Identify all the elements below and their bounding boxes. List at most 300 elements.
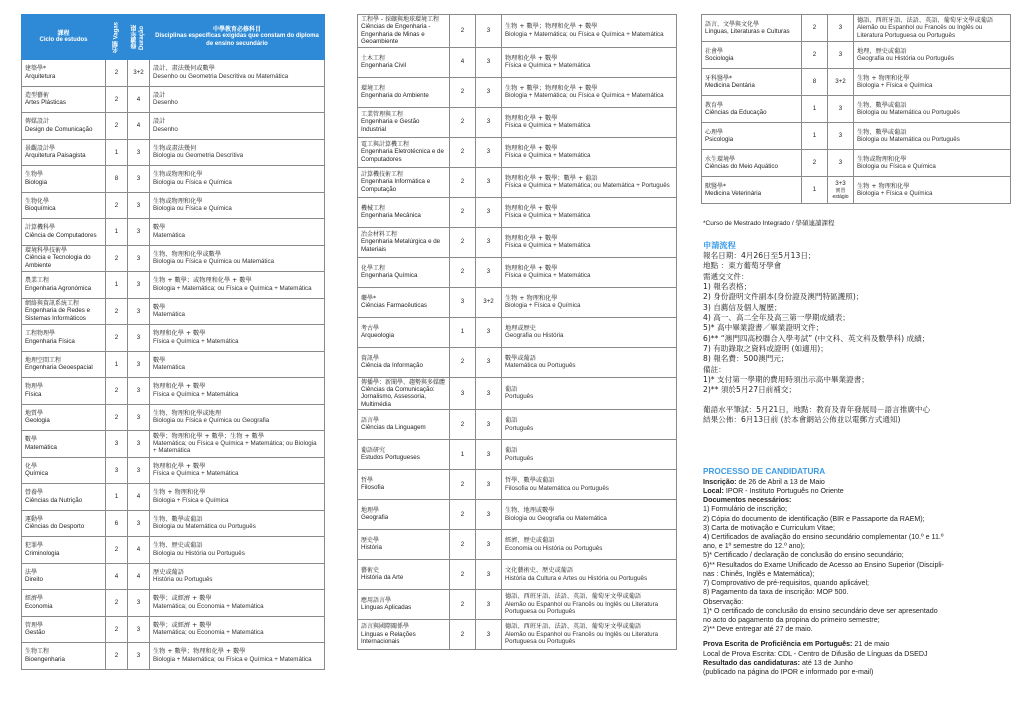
vagas-cell: 1 (106, 484, 128, 511)
vagas-cell: 4 (106, 563, 128, 590)
course-name: 生物學 Biologia (22, 166, 106, 193)
duracao-cell: 3 (128, 219, 150, 246)
disciplinas-cell: 物理和化學 + 數學 Física e Química + Matemática (150, 378, 325, 405)
duracao-cell: 3+2 (128, 60, 150, 87)
duracao-cell: 3 (828, 96, 854, 123)
pt-process-line: no acto do pagamento da propina do primeiro semestre; (703, 615, 880, 624)
table-row (358, 530, 677, 560)
course-name: 電工與計算機工程 Engenharia Eletrotécnica e de Computadores (358, 137, 450, 167)
table-row (358, 107, 677, 137)
vagas-cell: 1 (802, 177, 828, 204)
disciplinas-cell: 數學 Matemática (150, 298, 325, 325)
pt-process-line: 8) Pagamento da taxa de inscrição: MOP 500. (703, 588, 849, 597)
course-name: 數學 Matemática (22, 431, 106, 458)
table-row (22, 166, 325, 193)
course-name: 語言學 Ciências da Linguagem (358, 410, 450, 440)
duracao-cell: 3 (128, 404, 150, 431)
course-name: 造型藝術 Artes Plásticas (22, 86, 106, 113)
disciplinas-cell: 德語、西班牙語、法語、英語、葡萄牙文學或葡語 Alemão ou Espanhol ou Francês ou Inglês ou Literatura Portuguesa ou Português (502, 620, 677, 650)
course-name: 營養學 Ciências da Nutrição (22, 484, 106, 511)
disciplinas-cell: 生物、數學或葡語 Biologia ou Matemática ou Português (854, 123, 1011, 150)
disciplinas-cell: 生物或物理和化學 Biologia ou Física e Química (854, 150, 1011, 177)
vagas-cell: 2 (450, 560, 476, 590)
zh-process-line: 2)** 須於5月27日前補交； (703, 385, 797, 395)
resultado-line: Resultado das candidaturas: até 13 de Junho (703, 658, 853, 667)
zh-process-line: 7) 有助錄取之資料或證明 (如適用)； (703, 343, 828, 353)
course-name: 工業管理與工程 Engenharia e Gestão Industrial (358, 107, 450, 137)
inscricao-line: Inscrição: de 26 de Abril a 13 de Maio (703, 477, 825, 486)
vagas-cell: 2 (450, 257, 476, 287)
disciplinas-cell: 生物、數學或葡語 Biologia ou Matemática ou Português (854, 96, 1011, 123)
disciplinas-cell: 設計 Desenho (150, 86, 325, 113)
duracao-cell: 3 (128, 457, 150, 484)
vagas-cell: 2 (106, 245, 128, 272)
course-name: 生物化學 Bioquímica (22, 192, 106, 219)
table-row (22, 113, 325, 140)
disciplinas-cell: 生物 + 數學；物理和化學 + 數學 Biologia + Matemática; ou Física e Química + Matemática (502, 77, 677, 107)
vagas-cell: 8 (106, 166, 128, 193)
disciplinas-cell: 生物 + 數學；物理和化學 + 數學 Biologia + Matemática; ou Física e Química + Matemática (502, 15, 677, 48)
footnote: *Curso de Mestrado Integrado / 學碩連讀課程 (703, 220, 835, 227)
table-row (358, 167, 677, 197)
disciplinas-cell: 地理、歷史或葡語 Geografia ou História ou Português (854, 42, 1011, 69)
disciplinas-cell: 物理和化學 + 數學 Física e Química + Matemática (502, 227, 677, 257)
course-name: 語言、文學與文化學 Línguas, Literaturas e Culturas (702, 15, 802, 42)
disciplinas-cell: 物理和化學 + 數學 Física e Química + Matemática (502, 107, 677, 137)
duracao-cell: 3 (128, 139, 150, 166)
vagas-cell: 8 (802, 69, 828, 96)
table-row (358, 590, 677, 620)
vagas-cell: 2 (450, 620, 476, 650)
local-line: Local: IPOR - Instituto Português no Oriente (703, 486, 844, 495)
course-name: 地質學 Geologia (22, 404, 106, 431)
table-row (702, 177, 1011, 204)
course-name: 藥學* Ciências Farmacêuticas (358, 287, 450, 317)
course-name: 教育學 Ciências da Educação (702, 96, 802, 123)
zh-process-title: 申請流程 (703, 241, 736, 250)
disciplinas-cell: 生物、數學或葡語 Biologia ou Matemática ou Português (150, 510, 325, 537)
table-row (702, 69, 1011, 96)
duracao-cell: 3 (128, 192, 150, 219)
disciplinas-cell: 數學 Matemática (150, 351, 325, 378)
duracao-cell: 3 (128, 643, 150, 670)
course-name: 應用語言學 Línguas Aplicadas (358, 590, 450, 620)
course-name: 工程學 - 採礦與地球環境工程 Ciências de Engenharia - Engenharia de Minas e Geoambiente (358, 15, 450, 48)
disciplinas-cell: 物理和化學 + 數學 Física e Química + Matemática (502, 47, 677, 77)
table-row (358, 440, 677, 470)
courses-table-3 (701, 14, 1011, 204)
duracao-cell: 3 (476, 47, 502, 77)
vagas-cell: 2 (450, 590, 476, 620)
disciplinas-cell: 生物、物理和化學或地理 Biologia ou Física e Química ou Geografia (150, 404, 325, 431)
vagas-cell: 3 (106, 457, 128, 484)
course-name: 語言與國際關係學 Línguas e Relações Internacionais (358, 620, 450, 650)
table-row (358, 560, 677, 590)
vagas-cell: 2 (106, 616, 128, 643)
duracao-cell: 3 (828, 42, 854, 69)
pt-process-line: Observação: (703, 597, 744, 606)
table-row (22, 86, 325, 113)
courses-table-1 (21, 14, 325, 670)
disciplinas-cell: 物理和化學 + 數學 Física e Química + Matemática (502, 197, 677, 227)
table-header (22, 15, 325, 60)
table-row (22, 60, 325, 87)
duracao-cell: 4 (128, 484, 150, 511)
duracao-cell: 4 (128, 537, 150, 564)
course-name: 網絡與資訊系統工程 Engenharia de Redes e Sistemas Informáticos (22, 298, 106, 325)
table-row (358, 317, 677, 347)
course-name: 傳播學：新聞學、趨勢與多媒體 Ciências da Comunicação: Jornalismo, Assessoria, Multimédia (358, 377, 450, 410)
vagas-cell: 1 (450, 440, 476, 470)
vagas-cell: 2 (450, 470, 476, 500)
vagas-cell: 2 (106, 113, 128, 140)
table-row (22, 563, 325, 590)
disciplinas-cell: 生物 + 物理和化學 Biologia + Física e Química (854, 69, 1011, 96)
table-row (358, 377, 677, 410)
vagas-cell: 1 (802, 96, 828, 123)
table-row (702, 15, 1011, 42)
duracao-cell: 3 (476, 560, 502, 590)
table-row (22, 351, 325, 378)
disciplinas-cell: 設計、畫法幾何或數學 Desenho ou Geometria Descritiva ou Matemática (150, 60, 325, 87)
duracao-cell: 3 (476, 137, 502, 167)
vagas-cell: 2 (802, 42, 828, 69)
pt-process-line: 3) Carta de motivação e Curriculum Vitae; (703, 523, 835, 532)
vagas-cell: 2 (106, 325, 128, 352)
table-row (22, 219, 325, 246)
course-name: 化學工程 Engenharia Química (358, 257, 450, 287)
disciplinas-cell: 生物 + 物理和化學 Biologia + Física e Química (150, 484, 325, 511)
pt-process-line: 2)** Deve entregar até 27 de maio. (703, 625, 813, 634)
disciplinas-cell: 設計 Desenho (150, 113, 325, 140)
duracao-cell: 3 (476, 620, 502, 650)
table-row (22, 590, 325, 617)
disciplinas-cell: 經濟、歷史或葡語 Economia ou História ou Português (502, 530, 677, 560)
course-name: 傳媒設計 Design de Comunicação (22, 113, 106, 140)
duracao-cell: 3 (476, 500, 502, 530)
vagas-cell: 2 (450, 15, 476, 48)
duracao-cell: 3 (128, 351, 150, 378)
zh-application-process (703, 240, 1013, 425)
disciplinas-cell: 生物、地理或數學 Biologia ou Geografia ou Matemática (502, 500, 677, 530)
duracao-cell: 3+2 (476, 287, 502, 317)
duracao-cell: 3+2 (828, 69, 854, 96)
disciplinas-cell: 物理和化學 + 數學 Física e Química + Matemática (150, 325, 325, 352)
disciplinas-cell: 葡語 Português (502, 440, 677, 470)
docs-label: Documentos necessários: (703, 496, 792, 505)
course-name: 計算機科學 Ciência de Computadores (22, 219, 106, 246)
course-name: 土木工程 Engenharia Civil (358, 47, 450, 77)
course-name: 犯罪學 Criminologia (22, 537, 106, 564)
disciplinas-cell: 葡語 Português (502, 377, 677, 410)
header-vagas: 名額 Vagas (106, 15, 128, 60)
disciplinas-cell: 物理和化學 + 數學；數學 + 葡語 Física e Química + Matemática; ou Matemática + Português (502, 167, 677, 197)
zh-process-line: 8) 報名費：500澳門元； (703, 354, 789, 364)
table-row (22, 643, 325, 670)
vagas-cell: 1 (802, 123, 828, 150)
duracao-cell: 3 (476, 167, 502, 197)
duracao-cell: 3 (476, 317, 502, 347)
disciplinas-cell: 生物 + 數學；物理和化學 + 數學 Biologia + Matemática; ou Física e Química + Matemática (150, 643, 325, 670)
vagas-cell: 2 (450, 500, 476, 530)
vagas-cell: 2 (450, 227, 476, 257)
table-row (22, 404, 325, 431)
duracao-cell: 3 (476, 530, 502, 560)
course-name: 工程物理學 Engenharia Física (22, 325, 106, 352)
disciplinas-cell: 生物 + 物理和化學 Biologia + Física e Química (502, 287, 677, 317)
duracao-cell: 3 (828, 123, 854, 150)
duracao-cell: 3 (128, 272, 150, 299)
duracao-cell: 3 (128, 325, 150, 352)
table-row (702, 42, 1011, 69)
vagas-cell: 2 (106, 298, 128, 325)
course-name: 獸醫學* Medicina Veterinária (702, 177, 802, 204)
vagas-cell: 2 (802, 150, 828, 177)
course-name: 物理學 Física (22, 378, 106, 405)
vagas-cell: 2 (450, 530, 476, 560)
disciplinas-cell: 生物 + 數學；或物理和化學 + 數學 Biologia + Matemática; ou Física e Química + Matemática (150, 272, 325, 299)
course-name: 管理學 Gestão (22, 616, 106, 643)
disciplinas-cell: 數學；或經濟 + 數學 Matemática; ou Economia + Matemática (150, 616, 325, 643)
zh-process-line: 葡語水平筆試：5月21日，地點：教育及青年發展局－語言推廣中心 (703, 404, 931, 414)
vagas-cell: 3 (106, 431, 128, 458)
disciplinas-cell: 歷史或葡語 História ou Português (150, 563, 325, 590)
duracao-cell: 3 (128, 590, 150, 617)
zh-process-line: 結果公佈：6月13日前 (於本會網站公佈並以電郵方式通知) (703, 414, 901, 424)
duracao-cell: 3 (476, 227, 502, 257)
header-course: 課程 Ciclo de estudos (22, 15, 106, 60)
course-name: 社會學 Sociologia (702, 42, 802, 69)
pt-process-title: PROCESSO DE CANDIDATURA (703, 467, 826, 476)
table-row (358, 137, 677, 167)
course-name: 運動學 Ciências do Desporto (22, 510, 106, 537)
vagas-cell: 4 (450, 47, 476, 77)
disciplinas-cell: 哲學、數學或葡語 Filosofia ou Matemática ou Português (502, 470, 677, 500)
table-row (358, 15, 677, 48)
table-row (358, 227, 677, 257)
vagas-cell: 6 (106, 510, 128, 537)
table-row (358, 47, 677, 77)
duracao-cell: 3 (476, 15, 502, 48)
vagas-cell: 2 (106, 590, 128, 617)
duracao-cell: 3 (476, 410, 502, 440)
duracao-cell: 3 (128, 616, 150, 643)
course-name: 資訊學 Ciência da Informação (358, 347, 450, 377)
course-name: 藝術史 História da Arte (358, 560, 450, 590)
duracao-cell: 3 (828, 15, 854, 42)
zh-process-line: 備註： (703, 364, 726, 374)
vagas-cell: 2 (450, 167, 476, 197)
table-row (702, 96, 1011, 123)
table-row (22, 537, 325, 564)
vagas-cell: 2 (450, 197, 476, 227)
table-row (22, 378, 325, 405)
pt-process-line: 2) Cópia do documento de identificação (BIR e Passaporte da RAEM); (703, 514, 925, 523)
table-row (358, 470, 677, 500)
course-name: 景觀設計學 Arquitetura Paisagista (22, 139, 106, 166)
table-row (358, 500, 677, 530)
course-name: 牙科醫學* Medicina Dentária (702, 69, 802, 96)
pt-process-line: 7) Comprovativo de pré-requisitos, quando aplicável; (703, 579, 870, 588)
course-name: 地理學 Geografia (358, 500, 450, 530)
course-name: 生物工程 Bioengenharia (22, 643, 106, 670)
course-name: 冶金材料工程 Engenharia Metalúrgica e de Materiais (358, 227, 450, 257)
zh-process-line: 需遞交文件： (703, 271, 749, 281)
disciplinas-cell: 葡語 Português (502, 410, 677, 440)
duracao-cell: 4 (128, 113, 150, 140)
table-row (702, 150, 1011, 177)
duracao-cell: 3 (476, 590, 502, 620)
duracao-cell: 3 (128, 378, 150, 405)
table-row (22, 245, 325, 272)
course-name: 歷史學 História (358, 530, 450, 560)
pt-process-line: 1) Formulário de inscrição; (703, 505, 787, 514)
table-row (358, 347, 677, 377)
pt-application-process (703, 467, 1013, 677)
vagas-cell: 1 (106, 219, 128, 246)
vagas-cell: 3 (450, 287, 476, 317)
duracao-cell: 3 (476, 377, 502, 410)
disciplinas-cell: 物理和化學 + 數學 Física e Química + Matemática (502, 257, 677, 287)
disciplinas-cell: 地理或歷史 Geografia ou História (502, 317, 677, 347)
duracao-cell: 4 (128, 86, 150, 113)
pt-process-line: 6)** Resultados do Exame Unificado de Acesso ao Ensino Superior (Discipli- (703, 560, 944, 569)
table-row (358, 197, 677, 227)
table-row (22, 484, 325, 511)
course-name: 法學 Direito (22, 563, 106, 590)
disciplinas-cell: 數學；物理和化學 + 數學；生物 + 數學 Matemática; ou Física e Química + Matemática; ou Biologia + Matemática (150, 431, 325, 458)
table-row (358, 287, 677, 317)
table-row (22, 298, 325, 325)
header-disciplinas: 中學教育必修科目 Disciplinas específicas exigidas que constam do diploma de ensino secundário (150, 15, 325, 60)
table-row (358, 410, 677, 440)
course-name: 化學 Química (22, 457, 106, 484)
pt-process-line: nas : Chinês, Inglês e Matemática); (703, 569, 815, 578)
vagas-cell: 1 (106, 351, 128, 378)
vagas-cell: 2 (450, 107, 476, 137)
disciplinas-cell: 數學 Matemática (150, 219, 325, 246)
course-name: 環境科學技術學 Ciência e Tecnologia do Ambiente (22, 245, 106, 272)
vagas-cell: 2 (106, 60, 128, 87)
disciplinas-cell: 生物 + 物理和化學 Biologia + Física e Química (854, 177, 1011, 204)
resultado-note: (publicado na página do IPOR e informado por e-mail) (703, 668, 874, 677)
vagas-cell: 2 (106, 643, 128, 670)
course-name: 水生環境學 Ciências do Meio Aquático (702, 150, 802, 177)
pt-process-line: 4) Certificados de avaliação do ensino secundário complementar (10.º e 11.º (703, 532, 944, 541)
duracao-cell: 3 (476, 470, 502, 500)
duracao-cell: 3 (128, 245, 150, 272)
zh-process-line: 地點 ：東方葡萄牙學會 (703, 261, 782, 271)
disciplinas-cell: 文化藝術史、歷史或葡語 História da Cultura e Artes ou História ou Português (502, 560, 677, 590)
table-row (22, 616, 325, 643)
vagas-cell: 2 (106, 537, 128, 564)
table-row (22, 272, 325, 299)
vagas-cell: 2 (106, 86, 128, 113)
duracao-cell: 3 (476, 347, 502, 377)
table-row (22, 325, 325, 352)
table-row (358, 257, 677, 287)
zh-process-line: 1) 報名表格； (703, 282, 752, 292)
disciplinas-cell: 德語、西班牙語、法語、英語、葡萄牙文學或葡語 Alemão ou Espanhol ou Francês ou Inglês ou Literatura Portuguesa ou Português (854, 15, 1011, 42)
zh-process-line: 報名日期：4月26日至5月13日； (703, 251, 816, 261)
pt-process-line: 5)* Certificado / declaração de conclusão do ensino secundário; (703, 551, 904, 560)
vagas-cell: 1 (450, 317, 476, 347)
table-row (22, 139, 325, 166)
duracao-cell: 3 (128, 166, 150, 193)
course-name: 地理空間工程 Engenharia Geoespacial (22, 351, 106, 378)
duracao-cell: 3+3 實習 estágio (828, 177, 854, 204)
disciplinas-cell: 數學；或經濟 + 數學 Matemática; ou Economia + Matemática (150, 590, 325, 617)
course-name: 葡語研究 Estudos Portugueses (358, 440, 450, 470)
prova-line: Prova Escrita de Proficiência em Português: 21 de maio (703, 640, 890, 649)
disciplinas-cell: 數學或葡語 Matemática ou Português (502, 347, 677, 377)
disciplinas-cell: 生物或畫法幾何 Biologia ou Geometria Descritiva (150, 139, 325, 166)
disciplinas-cell: 物理和化學 + 數學 Física e Química + Matemática (502, 137, 677, 167)
duracao-cell: 3 (128, 510, 150, 537)
disciplinas-cell: 生物、歷史或葡語 Biologia ou História ou Português (150, 537, 325, 564)
table-row (22, 431, 325, 458)
disciplinas-cell: 物理和化學 + 數學 Física e Química + Matemática (150, 457, 325, 484)
duracao-cell: 3 (476, 257, 502, 287)
vagas-cell: 2 (450, 137, 476, 167)
duracao-cell: 3 (476, 440, 502, 470)
duracao-cell: 4 (128, 563, 150, 590)
course-name: 農業工程 Engenharia Agronómica (22, 272, 106, 299)
duracao-cell: 3 (128, 431, 150, 458)
duracao-cell: 3 (476, 107, 502, 137)
table-row (22, 457, 325, 484)
pt-process-line: 1)* O certificado de conclusão do ensino secundário deve ser apresentado (703, 606, 938, 615)
disciplinas-cell: 生物或物理和化學 Biologia ou Física e Química (150, 166, 325, 193)
duracao-cell: 3 (128, 298, 150, 325)
vagas-cell: 3 (450, 377, 476, 410)
vagas-cell: 2 (106, 404, 128, 431)
course-name: 心理學 Psicologia (702, 123, 802, 150)
courses-table-2 (357, 14, 677, 650)
course-name: 考古學 Arqueologia (358, 317, 450, 347)
zh-process-line: 3) 自薦信及個人履歷； (703, 302, 782, 312)
header-duracao: 修讀年限 Duração (128, 15, 150, 60)
pt-process-line: ano, e 1º semestre do 12.º ano); (703, 542, 805, 551)
vagas-cell: 2 (450, 77, 476, 107)
course-name: 哲學 Filosofia (358, 470, 450, 500)
vagas-cell: 2 (450, 410, 476, 440)
zh-process-line: 6)** “澳門四高校聯合入學考試” (中文科、英文科及數學科) 成績； (703, 333, 930, 343)
course-name: 環境工程 Engenharia do Ambiente (358, 77, 450, 107)
course-name: 機械工程 Engenharia Mecânica (358, 197, 450, 227)
prova-local: Local de Prova Escrita: CDL - Centro de Difusão de Línguas da DSEDJ (703, 649, 928, 658)
course-name: 計算機技術工程 Engenharia Informática e Computação (358, 167, 450, 197)
vagas-cell: 2 (106, 192, 128, 219)
table-row (702, 123, 1011, 150)
disciplinas-cell: 生物或物理和化學 Biologia ou Física e Química (150, 192, 325, 219)
zh-process-line (703, 396, 1013, 405)
vagas-cell: 2 (450, 347, 476, 377)
vagas-cell: 1 (106, 272, 128, 299)
course-name: 建築學* Arquitetura (22, 60, 106, 87)
duracao-cell: 3 (476, 77, 502, 107)
duracao-cell: 3 (476, 197, 502, 227)
table-row (22, 192, 325, 219)
zh-process-line: 4) 高一、高二全年及高三第一學期成績表； (703, 313, 850, 323)
table-row (22, 510, 325, 537)
disciplinas-cell: 德語、西班牙語、法語、英語、葡萄牙文學或葡語 Alemão ou Espanhol ou Francês ou Inglês ou Literatura Portuguesa ou Português (502, 590, 677, 620)
vagas-cell: 2 (106, 378, 128, 405)
zh-process-line: 2) 身份證明文件副本(身份證及澳門特區護照)； (703, 292, 864, 302)
zh-process-line: 5)* 高中畢業證書／畢業證明文件； (703, 323, 824, 333)
duracao-cell: 3 (828, 150, 854, 177)
table-row (358, 77, 677, 107)
